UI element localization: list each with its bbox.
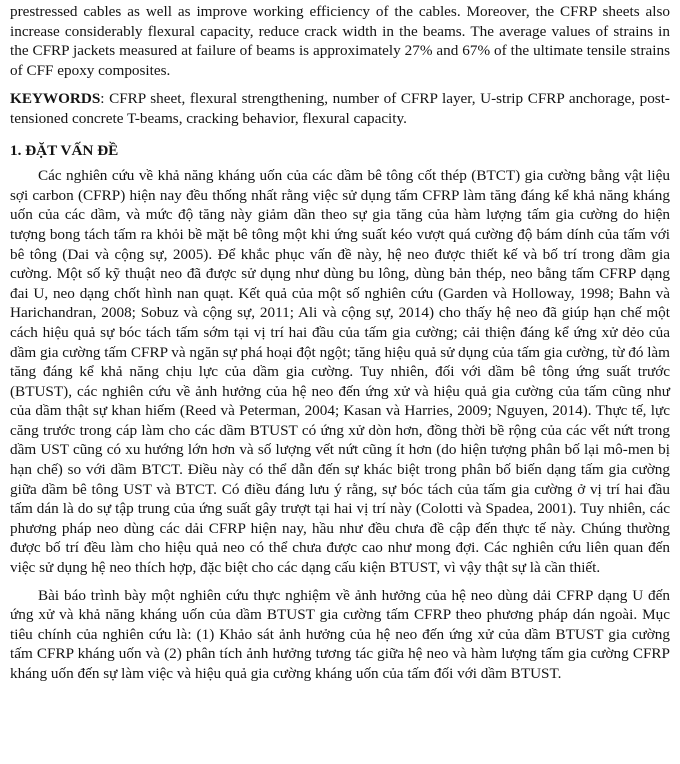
keywords-label: KEYWORDS xyxy=(10,90,101,108)
abstract-continuation: prestressed cables as well as improve working efficiency of the cables. Moreover, the CFRP sheets also increase considerably flexural capacity, reduce crack width in the beams. The average values of strains in the CFRP jackets measured at failure of beams is approximately 27% and 67% of the ultimate tensile strains of CFF epoxy composites. xyxy=(10,3,670,79)
body-paragraph-2: Bài báo trình bày một nghiên cứu thực nghiệm về ảnh hưởng của hệ neo dùng dải CFRP dạng U đến ứng xử và khả năng kháng uốn của dầm BTUST gia cường tấm CFRP theo phương pháp dán ngoài. Mục tiêu chính của nghiên cứu là: (1) Khảo sát ảnh hưởng của hệ neo đến ứng xử của dầm BTUST gia cường tấm CFRP kháng uốn và (2) phân tích ảnh hưởng tương tác giữa hệ neo và hàm lượng tấm gia cường CFRP kháng uốn đến sự làm việc và hiệu quả gia cường kháng uốn của tấm đối với dầm BTUST. xyxy=(10,586,670,682)
section-heading: 1. ĐẶT VẤN ĐỀ xyxy=(10,141,119,159)
keywords-text: : CFRP sheet, flexural strengthening, number of CFRP layer, U-strip CFRP anchorage, post-tensioned concrete T-beams, cracking behavior, flexural capacity. xyxy=(10,90,670,127)
body-paragraph-1: Các nghiên cứu về khả năng kháng uốn của các dầm bê tông cốt thép (BTCT) gia cường bằng vật liệu sợi carbon (CFRP) hiện nay đều thống nhất rằng việc sử dụng tấm CFRP làm tăng đáng kể khả năng kháng uốn của các dầm, và mức độ tăng này giảm dần theo sự gia tăng của hàm lượng tấm gia cường do hiện tượng bong tách tấm ra khỏi bề mặt bê tông một khi ứng suất kéo vượt quá cường độ bám dính của tấm với bê tông (Dai và cộng sự, 2005). Để khắc phục vấn đề này, hệ neo được thiết kế và bố trí trong dầm gia cường. Một số kỹ thuật neo đã được sử dụng như dùng bu lông, dùng bản thép, neo bằng tấm CFRP dạng đai U, neo dạng chốt hình nan quạt. Kết quả của một số nghiên cứu (Garden và Holloway, 1998; Bahn và Harichandran, 2008; Sobuz và cộng sự, 2011; Ali và cộng sự, 2014) cho thấy hệ neo đã giúp hạn chế một cách hiệu quả sự bóc tách tấm sớm tại vị trí hai đầu của tấm gia cường; cải thiện đáng kể ứng xử dẻo của dầm gia cường tấm CFRP và ngăn sự phá hoại đột ngột; tăng hiệu quả sử dụng của tấm gia cường, từ đó làm tăng đáng kể khả năng chịu lực của dầm gia cường. Tuy nhiên, đối với dầm bê tông ứng suất trước (BTUST), các nghiên cứu về ảnh hưởng của hệ neo đến ứng xử và hiệu quả gia cường của tấm cũng như của dầm thật sự khan hiếm (Reed và Peterman, 2004; Kasan và Harries, 2009; Nguyen, 2014). Thực tế, lực căng trước trong cáp làm cho các dầm BTUST có ứng xử dòn hơn, đồng thời bề rộng của các vết nứt trong dầm UST cũng có xu hướng lớn hơn và số lượng vết nứt cũng ít hơn (do hiện tượng phân bố lại mô-men bị hạn chế) so với dầm BTCT. Điều này có thể dẫn đến sự khác biệt trong phân bố biến dạng tấm gia cường giữa dầm bê tông UST và BTCT. Có điều đáng lưu ý rằng, sự bóc tách của tấm gia cường ở vị trí hai đầu tấm dán là do sự tập trung của ứng suất gây trượt tại hai vị trí này (Colotti và Spadea, 2001). Tuy nhiên, các phương pháp neo dùng các dải CFRP hiện nay, hầu như đều chưa đề cập đến thực tế này. Chúng thường được bố trí đều làm cho hiệu quả neo có thể chưa được cao như mong đợi. Các nghiên cứu liên quan đến việc sử dụng hệ neo thích hợp, đặc biệt cho các dạng cấu kiện BTUST, vì vậy thật sự là cần thiết. xyxy=(10,167,670,577)
keywords-line xyxy=(10,89,670,128)
